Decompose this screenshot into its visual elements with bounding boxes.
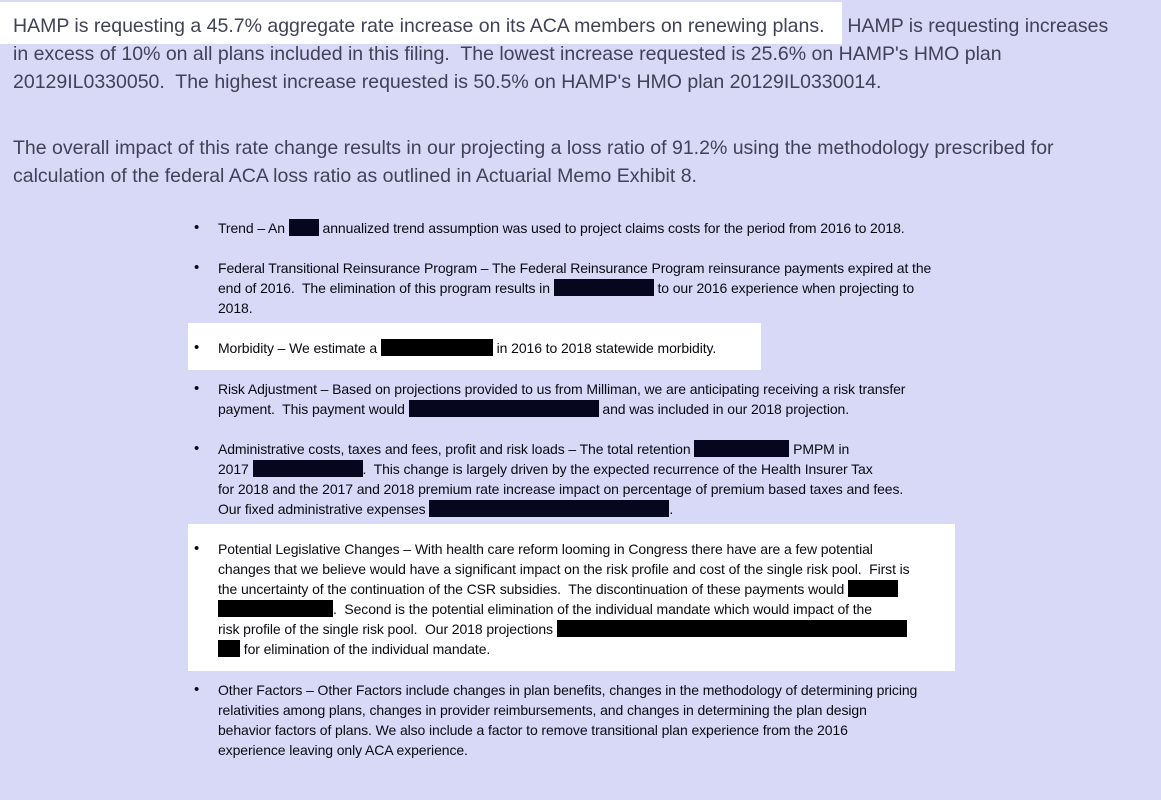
bullet-item-other-factors [188, 680, 917, 760]
highlighted-text-run: HAMP is requesting a 45.7% aggregate rate increase on its ACA members on renewing plans. [0, 2, 842, 44]
text-line [218, 278, 931, 298]
text-line [13, 134, 1161, 162]
text-run: to our 2016 experience when projecting to [653, 280, 915, 296]
redaction-box [253, 460, 363, 477]
text-line [218, 298, 931, 318]
text-run: Potential Legislative Changes – With health care reform looming in Congress there have are a few potential [218, 541, 873, 557]
text-run: calculation of the federal ACA loss ratio as outlined in Actuarial Memo Exhibit 8. [13, 165, 697, 187]
text-line [218, 439, 903, 459]
text-run: for 2018 and the 2017 and 2018 premium rate increase impact on percentage of premium based taxes and fees. [218, 481, 904, 497]
text-line [13, 40, 1161, 68]
redaction-box [218, 640, 240, 657]
text-line [218, 539, 910, 559]
text-run: Other Factors – Other Factors include changes in plan benefits, changes in the methodology of determining pricing [218, 682, 918, 698]
bullet-list [188, 218, 1161, 760]
text-line [218, 700, 917, 720]
bullet-item-trend [188, 218, 905, 238]
text-line [218, 399, 905, 419]
bullet-item-federal-reinsurance [188, 258, 931, 318]
text-run: changes that we believe would have a significant impact on the risk profile and cost of the single risk pool. First is [218, 561, 910, 577]
redaction-box [289, 219, 319, 236]
text-line [218, 479, 903, 499]
redaction-box [409, 400, 599, 417]
text-run: the uncertainty of the continuation of the CSR subsidies. The discontinuation of these payments would [218, 581, 848, 597]
text-run: Morbidity – We estimate a [218, 340, 381, 356]
text-line [218, 680, 917, 700]
text-run: Our fixed administrative expenses [218, 501, 430, 517]
redaction-box [554, 279, 654, 296]
text-line [218, 619, 910, 639]
intro-paragraph-2 [13, 134, 1161, 190]
redaction-box [218, 600, 333, 617]
text-run: PMPM in [789, 441, 850, 457]
text-line [13, 68, 1161, 96]
redaction-box [557, 620, 907, 637]
bullet-item-risk-adjustment [188, 379, 905, 419]
text-run: experience leaving only ACA experience. [218, 742, 468, 758]
redaction-box [694, 440, 789, 457]
redaction-box [429, 500, 669, 517]
text-run: . This change is largely driven by the expected recurrence of the Health Insurer Tax [362, 461, 873, 477]
bullet-item-admin-costs [188, 439, 903, 519]
text-run: end of 2016. The elimination of this program results in [218, 280, 554, 296]
text-line [218, 459, 903, 479]
text-run: 20129IL0330050. The highest increase requested is 50.5% on HAMP's HMO plan 20129IL0330014. [13, 71, 882, 93]
text-line [218, 379, 905, 399]
text-line [218, 218, 905, 238]
text-line [13, 162, 1161, 190]
text-line [218, 258, 931, 278]
text-run: annualized trend assumption was used to project claims costs for the period from 2016 to 2018. [318, 220, 905, 236]
text-line [218, 338, 716, 358]
text-line [13, 12, 1161, 40]
intro-paragraph-1 [13, 12, 1161, 96]
text-line [218, 559, 910, 579]
text-run: behavior factors of plans. We also include a factor to remove transitional plan experience from the 2016 [218, 722, 848, 738]
bullet-item-morbidity [188, 323, 761, 370]
text-run: The overall impact of this rate change results in our projecting a loss ratio of 91.2% using the methodology prescribed for [13, 137, 1054, 159]
text-run: . [669, 501, 674, 517]
text-line [218, 720, 917, 740]
bullet-item-legislative-changes [188, 524, 955, 671]
text-run: Federal Transitional Reinsurance Program – The Federal Reinsurance Program reinsurance payments expired at the [218, 260, 932, 276]
text-run: and was included in our 2018 projection. [598, 401, 850, 417]
text-run: relativities among plans, changes in provider reimbursements, and changes in determining the plan design [218, 702, 867, 718]
text-run: in 2016 to 2018 statewide morbidity. [492, 340, 717, 356]
text-line [218, 499, 903, 519]
text-run: for elimination of the individual mandate. [240, 641, 491, 657]
text-run: in excess of 10% on all plans included in this filing. The lowest increase requested is 25.6% on HAMP's HMO plan [13, 43, 1002, 65]
text-run: Administrative costs, taxes and fees, profit and risk loads – The total retention [218, 441, 695, 457]
text-run: HAMP is requesting increases [841, 15, 1109, 37]
text-run: 2017 [218, 461, 253, 477]
text-run: Risk Adjustment – Based on projections provided to us from Milliman, we are anticipating receiving a risk transfer [218, 381, 906, 397]
text-run: 2018. [218, 300, 253, 316]
text-run: risk profile of the single risk pool. Our 2018 projections [218, 621, 557, 637]
text-run: payment. This payment would [218, 401, 409, 417]
text-line [218, 639, 910, 659]
redaction-box [381, 339, 493, 356]
text-run: . Second is the potential elimination of the individual mandate which would impact of the [333, 601, 872, 617]
text-line [218, 579, 910, 599]
text-line [218, 599, 910, 619]
text-line [218, 740, 917, 760]
redaction-box [848, 580, 898, 597]
text-run: Trend – An [218, 220, 289, 236]
